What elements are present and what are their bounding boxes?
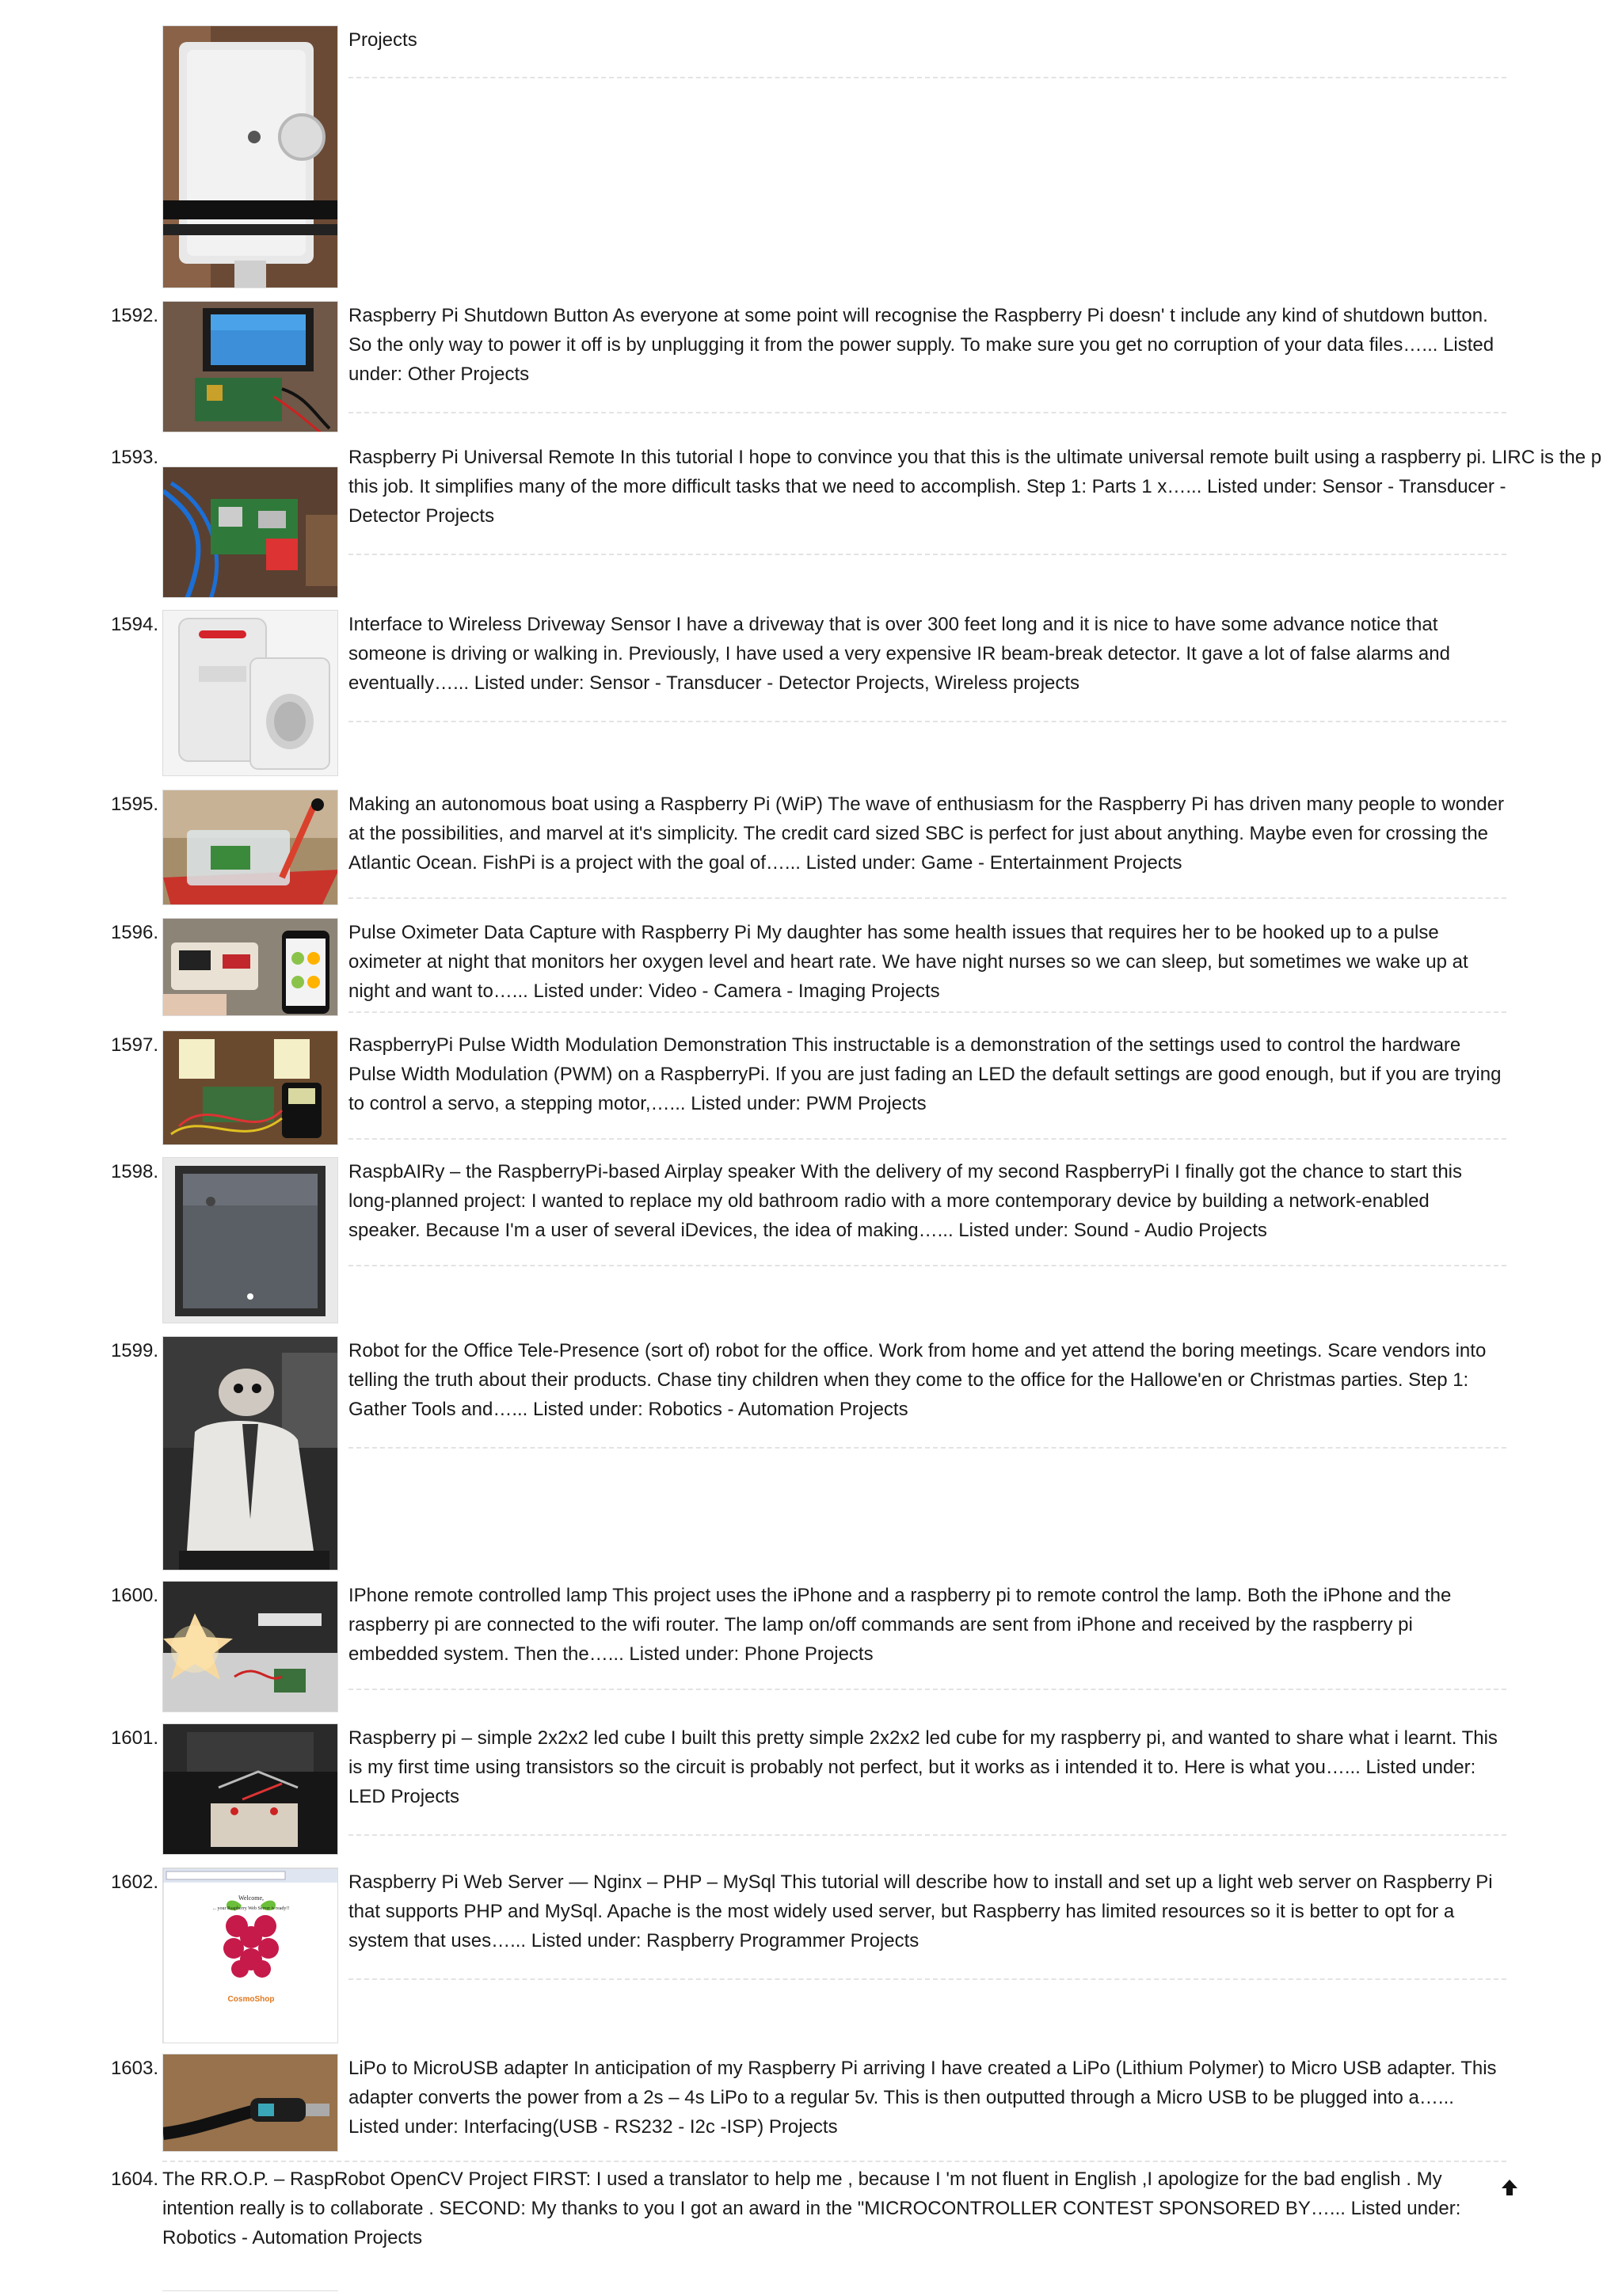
thumb-ready-text: ... your Raspberry Web Server is ready!! bbox=[212, 1906, 290, 1911]
thumb-welcome-text: Welcome, bbox=[238, 1894, 265, 1902]
thumb-brand-text: CosmoShop bbox=[227, 1995, 275, 2004]
item-number: 1603. bbox=[110, 2058, 158, 2079]
separator bbox=[348, 1447, 1506, 1449]
separator bbox=[348, 1011, 1506, 1013]
separator bbox=[348, 721, 1506, 722]
item-text[interactable]: Interface to Wireless Driveway Sensor I have a driveway that is over 300 feet long and it is nice to have some advance notice that someone is driving or walking in. Previously, I have used a very expensive IR beam-break detector. It gave a lot of false alarms and eventually…... Listed under: Sensor - Transducer - Detector Projects, Wireless projects bbox=[348, 614, 1450, 694]
item-text[interactable]: Raspberry pi – simple 2x2x2 led cube I built this pretty simple 2x2x2 led cube for my raspberry pi, and wanted to share what i learnt. This is my first time using transistors so the circuit is probably not perfect, but it works as i intended it to. Here is what you…... Listed under: LED Projects bbox=[348, 1727, 1498, 1807]
thumbnail-iphone-lamp[interactable] bbox=[162, 1581, 338, 1712]
separator bbox=[348, 77, 1506, 78]
separator bbox=[348, 1978, 1506, 1980]
thumbnail-pwm-demo[interactable] bbox=[162, 1030, 338, 1145]
item-text[interactable]: Pulse Oximeter Data Capture with Raspberry Pi My daughter has some health issues that requires her to be hooked up to a pulse oximeter at night that monitors her oxygen level and heart rate. We have night nurses so we can sleep, but sometimes we wake up at night and want to…... Listed under: Video - Camera - Imaging Projects bbox=[348, 922, 1468, 1002]
thumbnail-universal-remote[interactable] bbox=[162, 466, 338, 598]
item-number: 1594. bbox=[110, 614, 158, 635]
item-text[interactable]: RaspbAIRy – the RaspberryPi-based Airplay speaker With the delivery of my second RaspberryPi I finally got the chance to start this long-planned project: I wanted to replace my old bathroom radio with a more contemporary device by building a network-enabled speaker. Because I'm a user of several iDevices, the idea of making…... Listed under: Sound - Audio Projects bbox=[348, 1161, 1462, 1241]
item-number: 1604. bbox=[110, 2168, 158, 2190]
item-number: 1595. bbox=[110, 794, 158, 815]
item-text[interactable]: Making an autonomous boat using a Raspberry Pi (WiP) The wave of enthusiasm for the Raspberry Pi has driven many people to wonder at the possibilities, and marvel at it's simplicity. The credit card sized SBC is perfect for just about anything. Maybe even for crossing the Atlantic Ocean. FishPi is a project with the goal of…... Listed under: Game - Entertainment Projects bbox=[348, 794, 1504, 874]
item-number: 1600. bbox=[110, 1585, 158, 1606]
separator bbox=[348, 554, 1506, 555]
thumbnail-lipo-adapter[interactable] bbox=[162, 2054, 338, 2152]
item-number: 1599. bbox=[110, 1340, 158, 1361]
item-text[interactable]: Projects bbox=[348, 29, 417, 51]
item-number: 1601. bbox=[110, 1727, 158, 1749]
item-number: 1598. bbox=[110, 1161, 158, 1182]
thumbnail-airplay-speaker[interactable] bbox=[162, 1157, 338, 1323]
scroll-to-top-button[interactable] bbox=[1500, 2178, 1519, 2197]
thumbnail-shutdown-button[interactable] bbox=[162, 301, 338, 432]
item-number: 1593. bbox=[110, 447, 158, 468]
separator bbox=[348, 1689, 1506, 1690]
thumbnail-driveway-sensor[interactable] bbox=[162, 610, 338, 776]
separator bbox=[348, 1138, 1506, 1140]
separator bbox=[162, 2161, 1506, 2162]
separator bbox=[348, 1265, 1506, 1266]
item-text[interactable]: LiPo to MicroUSB adapter In anticipation of my Raspberry Pi arriving I have created a LiPo (Lithium Polymer) to Micro USB adapter. This adapter converts the power from a 2s – 4s LiPo to a regular 5v. This is then outputted through a Micro USB to be plugged into a…... Listed under: Interfacing(USB - RS232 - I2c -ISP) Projects bbox=[348, 2058, 1497, 2138]
thumbnail-led-cube[interactable] bbox=[162, 1723, 338, 1855]
separator bbox=[348, 1834, 1506, 1836]
item-number: 1596. bbox=[110, 922, 158, 943]
item-text[interactable]: Raspberry Pi Web Server — Nginx – PHP – MySql This tutorial will describe how to install and set up a light web server on Raspberry Pi that supports PHP and MySql. Apache is the most widely used server, but Raspberry has limited resources so it is better to opt for a system that uses…... Listed under: Raspberry Programmer Projects bbox=[348, 1871, 1493, 1951]
item-text[interactable]: The RR.O.P. – RaspRobot OpenCV Project FIRST: I used a translator to help me , because I 'm not fluent in English ,I apologize for the bad english . My intention really is to collaborate . SECOND: My thanks to you I got an award in the "MICROCONTROLLER CONTEST SPONSORED BY…... Listed under: Robotics - Automation Projects bbox=[162, 2168, 1461, 2248]
thumbnail-office-robot[interactable] bbox=[162, 1336, 338, 1571]
item-text[interactable]: Raspberry Pi Universal Remote In this tutorial I hope to convince you that this is the ultimate universal remote built using a raspberry pi. LIRC is the p bbox=[348, 447, 1602, 468]
thumbnail-web-server[interactable] bbox=[162, 1868, 338, 2043]
item-text[interactable]: IPhone remote controlled lamp This project uses the iPhone and a raspberry pi to remote control the lamp. Both the iPhone and the raspberry pi are connected to the wifi router. The lamp on/off commands are sent from iPhone and received by the raspberry pi embedded system. Then the…... Listed under: Phone Projects bbox=[348, 1585, 1452, 1665]
separator bbox=[348, 897, 1506, 899]
separator bbox=[348, 412, 1506, 413]
item-number: 1597. bbox=[110, 1034, 158, 1056]
item-text[interactable]: RaspberryPi Pulse Width Modulation Demonstration This instructable is a demonstration of the settings used to control the hardware Pulse Width Modulation (PWM) on a RaspberryPi. If you are just fading an LED the default settings are good enough, but if you are trying to control a servo, a stepping motor,…... Listed under: PWM Projects bbox=[348, 1034, 1502, 1114]
item-text[interactable]: Raspberry Pi Shutdown Button As everyone at some point will recognise the Raspberry Pi doesn' t include any kind of shutdown button. So the only way to power it off is by unplugging it from the power supply. To make sure you get no corruption of your data files…... Listed under: Other Projects bbox=[348, 305, 1494, 385]
item-text[interactable]: Robot for the Office Tele-Presence (sort of) robot for the office. Work from home and yet attend the boring meetings. Scare vendors into telling the truth about their products. Chase tiny children when they come to the office for the Hallowe'en or Christmas parties. Step 1: Gather Tools and…... Listed under: Robotics - Automation Projects bbox=[348, 1340, 1487, 1420]
item-number: 1602. bbox=[110, 1871, 158, 1893]
arrow-up-icon bbox=[1500, 2178, 1519, 2197]
item-text-continued[interactable]: this job. It simplifies many of the more difficult tasks that we need to accomplish. Step 1: Parts 1 x…... Listed under: Sensor - Transducer - Detector Projects bbox=[348, 476, 1506, 527]
thumbnail-pulse-oximeter[interactable] bbox=[162, 918, 338, 1016]
item-number: 1592. bbox=[110, 305, 158, 326]
thumbnail-motion-sensor-box[interactable] bbox=[162, 25, 338, 288]
thumbnail-autonomous-boat[interactable] bbox=[162, 790, 338, 905]
